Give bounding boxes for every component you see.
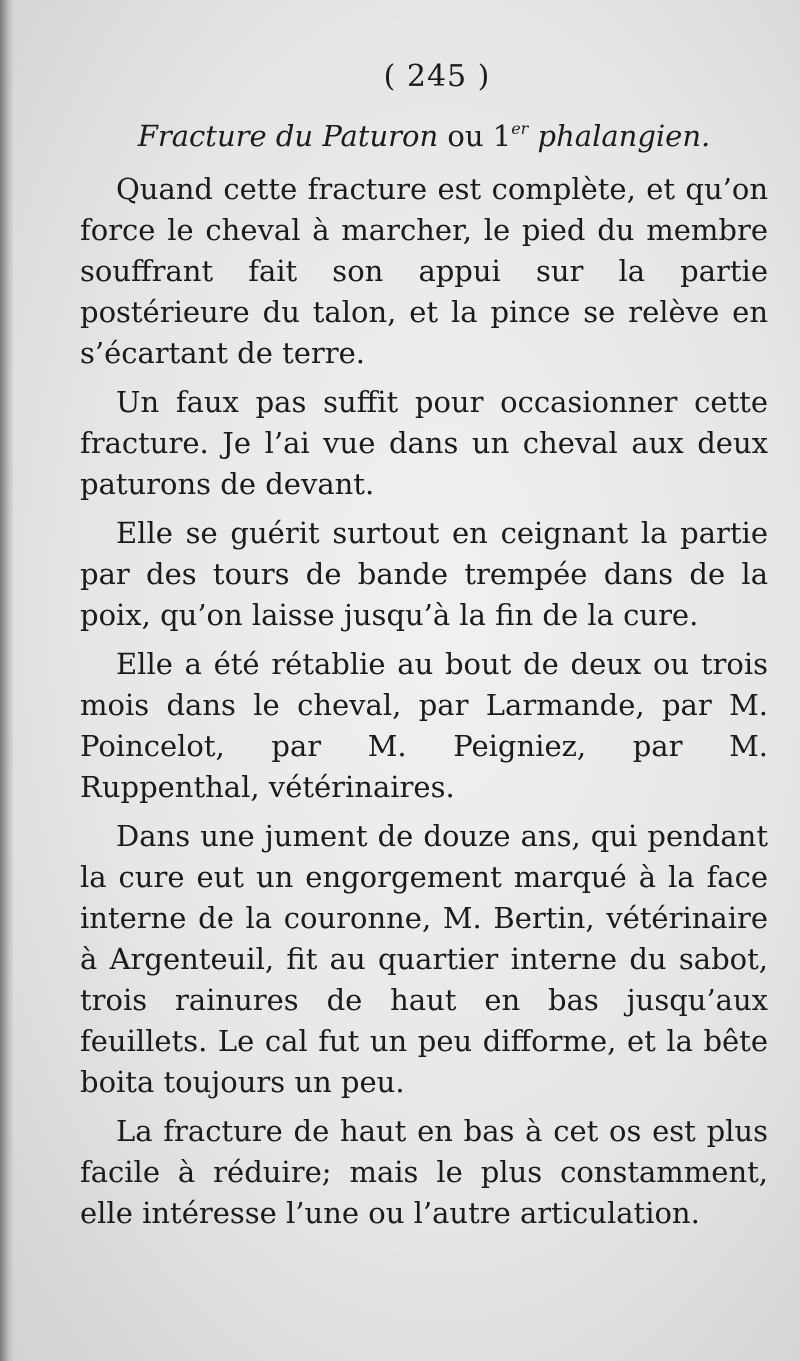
paragraph: Elle se guérit surtout en ceignant la partie par des tours de bande trempée dans de la poix, qu’on laisse jusqu’à la fin de la cure. [80, 516, 768, 632]
title-part-2: phalangien. [537, 119, 711, 153]
page-number: ( 245 ) [383, 59, 491, 94]
title-ordinal-sup: er [511, 119, 529, 138]
paragraph: Elle a été rétablie au bout de deux ou trois mois dans le cheval, par Larmande, par M. Poincelot, par M. Peigniez, par M. Ruppenthal, vétérinaires. [80, 647, 768, 804]
section-title [80, 117, 768, 155]
title-part-1: Fracture du Paturon [137, 119, 439, 153]
paragraph: Dans une jument de douze ans, qui pendant la cure eut un engorgement marqué à la face interne de la couronne, M. Bertin, vétérinaire à Argenteuil, fit au quartier interne du sabot, trois rainures de haut en bas jusqu’aux feuillets. Le cal fut un peu difforme, et la bête boita toujours un peu. [80, 819, 768, 1099]
title-ordinal: 1 [492, 119, 512, 153]
paragraph: Quand cette fracture est complète, et qu’on force le cheval à marcher, le pied du membre souffrant fait son appui sur la partie postérieure du talon, et la pince se relève en s’écartant de terre. [80, 172, 768, 370]
title-connector: ou [447, 119, 484, 153]
page-gutter-shadow [0, 0, 14, 1361]
paragraph: La fracture de haut en bas à cet os est plus facile à réduire; mais le plus constamment, elle intéresse l’une ou l’autre articulation. [80, 1114, 768, 1230]
page-text [80, 55, 768, 1242]
paragraph: Un faux pas suffit pour occasionner cette fracture. Je l’ai vue dans un cheval aux deux paturons de devant. [80, 385, 768, 501]
